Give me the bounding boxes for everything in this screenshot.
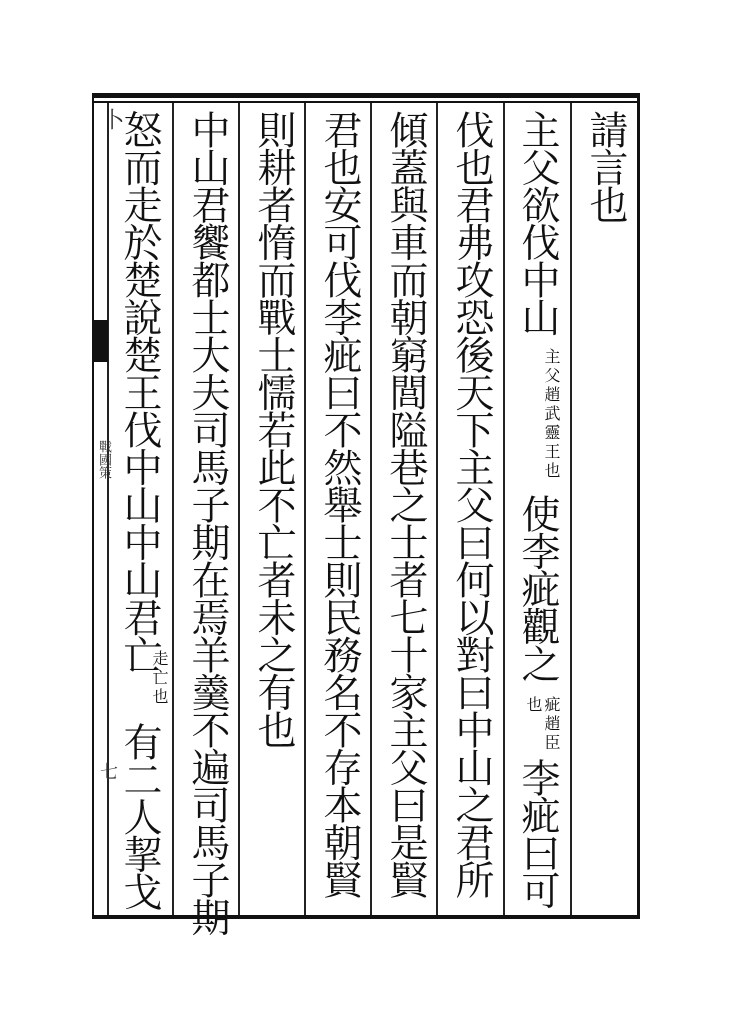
column-rule [172, 103, 174, 915]
column-rule [107, 103, 109, 915]
frame-top-border [92, 93, 639, 98]
text-column-2b: 使李疵觀之 [515, 494, 560, 682]
margin-fragment: 卜 [99, 108, 124, 130]
column-rule [436, 103, 438, 915]
text-column-4: 傾蓋與車而朝窮閭隘巷之士者七十家主父曰是賢 [383, 110, 428, 898]
annotation-note: 走亡也 [150, 650, 169, 707]
text-column-8a: 怒而走於楚說楚王伐中山中山君亡 [117, 110, 162, 673]
column-rule [238, 103, 240, 915]
text-column-3: 伐也君弗攻恐後天下主父曰何以對曰中山之君所 [449, 110, 494, 898]
text-column-1: 請言也 [583, 110, 628, 223]
frame-left-border [92, 93, 94, 919]
column-rule [503, 103, 505, 915]
text-column-2a: 主父欲伐中山 [515, 110, 560, 335]
text-column-7: 中山君饗都士大夫司馬子期在焉羊羹不遍司馬子期 [185, 110, 230, 935]
margin-black-mark [92, 320, 108, 362]
text-column-5: 君也安可伐李疵曰不然舉士則民務名不存本朝賢 [317, 110, 362, 898]
column-rule [370, 103, 372, 915]
margin-page-mark: 七 [97, 762, 118, 780]
margin-side-label: 戰國策 [96, 440, 111, 479]
annotation-note: 疵趙臣也 [524, 696, 561, 753]
frame-right-border [637, 93, 640, 919]
annotation-note: 主父趙武靈王也 [542, 348, 561, 481]
column-rule [570, 103, 572, 915]
column-rule [304, 103, 306, 915]
text-column-2c: 李疵曰可 [515, 758, 560, 908]
frame-bottom-border [92, 915, 639, 919]
text-column-8b: 有二人挈戈 [117, 722, 162, 910]
frame-top-inner-border [92, 101, 639, 103]
text-column-6: 則耕者惰而戰士懦若此不亡者未之有也 [251, 110, 296, 748]
